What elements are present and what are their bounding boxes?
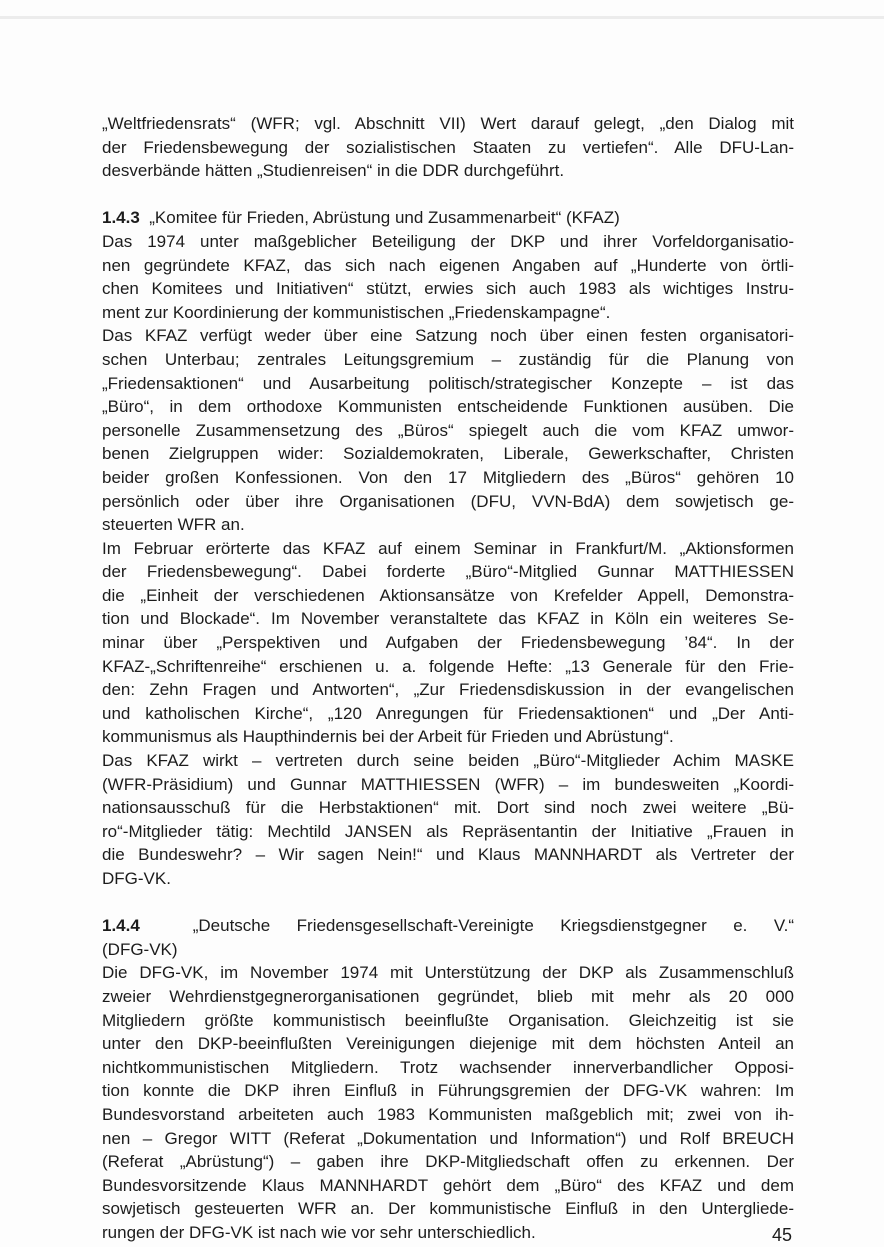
s143-line: steuerten WFR an. — [102, 515, 245, 535]
s143-line: die Bundeswehr? – Wir sagen Nein!“ und Klaus MANNHARDT als Vertreter der — [102, 845, 794, 865]
s143-line: Das KFAZ wirkt – vertreten durch seine beiden „Büro“-Mitglieder Achim MASKE — [102, 751, 794, 771]
s144-line: unter den DKP-beeinflußten Vereinigungen diejenige mit dem höchsten Anteil an — [102, 1034, 794, 1054]
s143-line: der Friedensbewegung“. Dabei forderte „Büro“-Mitglied Gunnar MATTHIESSEN — [102, 562, 794, 582]
s143-line: den: Zehn Fragen und Antworten“, „Zur Friedensdiskussion in der evangelischen — [102, 680, 794, 700]
section-144-title-cont: (DFG-VK) — [102, 939, 178, 959]
page-body — [102, 112, 794, 1245]
page-number: 45 — [772, 1225, 793, 1245]
s143-line: „Friedensaktionen“ und Ausarbeitung politisch/strategischer Konzepte – ist das — [102, 373, 794, 393]
s144-line: zweier Wehrdienstgegnerorganisationen gegründet, blieb mit mehr als 20 000 — [102, 986, 794, 1006]
s144-line: rungen der DFG-VK ist nach wie vor sehr unterschiedlich. — [102, 1222, 536, 1242]
section-144-number: 1.4.4 — [102, 916, 140, 936]
s143-line: und katholischen Kirche“, „120 Anregungen für Friedensaktionen“ und „Der Anti- — [102, 703, 794, 723]
section-143-heading — [102, 206, 794, 230]
s143-line: DFG-VK. — [102, 869, 171, 888]
s143-line: (WFR-Präsidium) und Gunnar MATTHIESSEN (WFR) – im bundesweiten „Koordi- — [102, 774, 794, 794]
s143-line: schen Unterbau; zentrales Leitungsgremium – zuständig für die Planung von — [102, 349, 794, 369]
section-143-title: „Komitee für Frieden, Abrüstung und Zusammenarbeit“ (KFAZ) — [149, 208, 620, 228]
s144-line: nen – Gregor WITT (Referat „Dokumentation und Information“) und Rolf BREUCH — [102, 1128, 794, 1148]
s143-line: ment zur Koordinierung der kommunistischen „Friedenskampagne“. — [102, 302, 611, 322]
s144-line: tion konnte die DKP ihren Einfluß in Führungsgremien der DFG-VK wahren: Im — [102, 1081, 794, 1101]
s143-line: minar über „Perspektiven und Aufgaben der Friedensbewegung ’84“. In der — [102, 633, 794, 653]
s143-line: Im Februar erörterte das KFAZ auf einem Seminar in Frankfurt/M. „Aktionsformen — [102, 538, 794, 558]
paragraph-gap — [102, 183, 794, 207]
s143-line: Das 1974 unter maßgeblicher Beteiligung der DKP und ihrer Vorfeldorganisatio- — [102, 231, 794, 251]
s144-line: sowjetisch gesteuerten WFR an. Der kommunistische Einfluß in den Untergliede- — [102, 1199, 794, 1219]
s143-line: Das KFAZ verfügt weder über eine Satzung noch über einen festen organisatori- — [102, 326, 794, 346]
s143-line: benen Zielgruppen wider: Sozialdemokraten, Liberale, Gewerkschafter, Christen — [102, 444, 794, 464]
section-144-heading — [102, 914, 794, 938]
section-143-number: 1.4.3 — [102, 208, 140, 228]
s143-line: nen gegründete KFAZ, das sich nach eigenen Angaben auf „Hunderte von örtli- — [102, 255, 794, 275]
intro-line-2: der Friedensbewegung der sozialistischen Staaten zu vertiefen“. Alle DFU-Lan- — [102, 137, 794, 157]
s144-line: Die DFG-VK, im November 1974 mit Unterstützung der DKP als Zusammenschluß — [102, 963, 794, 983]
s143-line: chen Komitees und Initiativen“ stützt, erwies sich auch 1983 als wichtiges Instru- — [102, 279, 794, 299]
intro-line-1: „Weltfriedensrats“ (WFR; vgl. Abschnitt VII) Wert darauf gelegt, „den Dialog mit — [102, 114, 794, 133]
s143-line: persönlich oder über ihre Organisationen (DFU, VVN-BdA) dem sowjetisch ge- — [102, 491, 794, 511]
intro-line-3: desverbände hätten „Studienreisen“ in die DDR durchgeführt. — [102, 161, 565, 181]
s143-line: kommunismus als Haupthindernis bei der Arbeit für Frieden und Abrüstung“. — [102, 727, 674, 747]
s143-line: beider großen Konfessionen. Von den 17 Mitgliedern des „Büros“ gehören 10 — [102, 467, 794, 487]
s144-line: nichtkommunistischen Mitgliedern. Trotz wachsender innerverbandlicher Opposi- — [102, 1057, 794, 1077]
s144-line: (Referat „Abrüstung“) – gaben ihre DKP-Mitgliedschaft offen zu erkennen. Der — [102, 1152, 794, 1172]
s144-line: Mitgliedern größte kommunistisch beeinflußte Organisation. Gleichzeitig ist sie — [102, 1010, 794, 1030]
s143-line: KFAZ-„Schriftenreihe“ erschienen u. a. folgende Hefte: „13 Generale für den Frie- — [102, 656, 794, 676]
s143-line: tion und Blockade“. Im November veranstaltete das KFAZ in Köln ein weiteres Se- — [102, 609, 794, 629]
s143-line: die „Einheit der verschiedenen Aktionsansätze von Krefelder Appell, Demonstra- — [102, 585, 794, 605]
s143-line: ro“-Mitglieder tätig: Mechtild JANSEN als Repräsentantin der Initiative „Frauen in — [102, 821, 794, 841]
paragraph-gap — [102, 891, 794, 915]
page-top-edge — [0, 16, 884, 19]
s144-line: Bundesvorstand arbeiteten auch 1983 Kommunisten maßgeblich mit; zwei von ih- — [102, 1104, 794, 1124]
section-144-title: „Deutsche Friedensgesellschaft-Vereinigte Kriegsdienstgegner e. V.“ — [192, 916, 794, 936]
s144-line: Bundesvorsitzende Klaus MANNHARDT gehört dem „Büro“ des KFAZ und dem — [102, 1175, 794, 1195]
s143-line: nationsausschuß für die Herbstaktionen“ mit. Dort sind noch zwei weitere „Bü- — [102, 798, 794, 818]
s143-line: „Büro“, in dem orthodoxe Kommunisten entscheidende Funktionen ausüben. Die — [102, 397, 794, 417]
s143-line: personelle Zusammensetzung des „Büros“ spiegelt auch die vom KFAZ umwor- — [102, 420, 794, 440]
